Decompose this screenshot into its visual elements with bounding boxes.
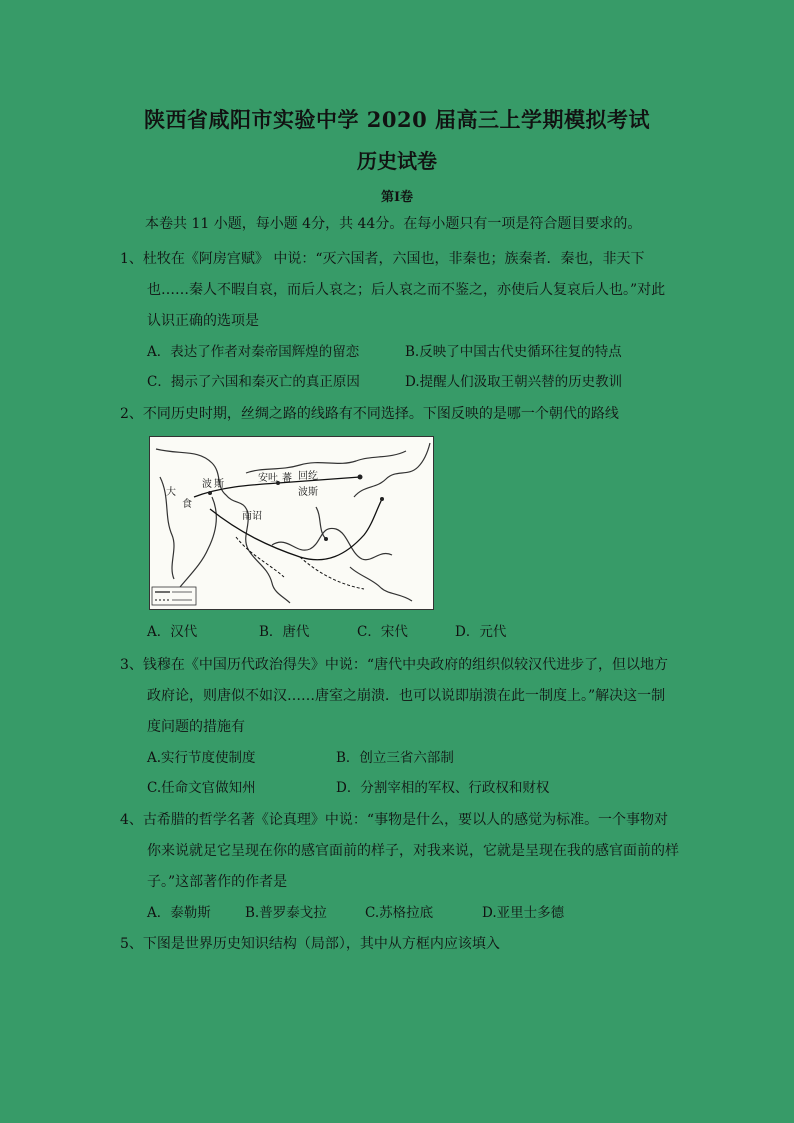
instructions: 本卷共 11 小题，每小题 4分，共 44分。在每小题只有一项是符合题目要求的。 xyxy=(145,216,642,232)
q3-line-2: 政府论，则唐似不如汉……唐室之崩溃．也可以说即崩溃在此一制度上。”解决这一制 xyxy=(147,688,666,704)
map-label-si: 斯 xyxy=(214,479,224,490)
q4-option-c: C.苏格拉底 xyxy=(365,905,434,921)
map-label-bo: 波 xyxy=(202,479,212,490)
silk-road-map xyxy=(149,436,434,610)
exam-title: 陕西省咸阳市实验中学 2020 届高三上学期模拟考试 xyxy=(143,107,651,132)
map-label-tu: 吐 xyxy=(268,473,278,484)
map-label-bosi: 波斯 xyxy=(298,487,318,498)
q2-option-b: B．唐代 xyxy=(259,624,310,640)
q3-option-d: D．分割宰相的军权、行政权和财权 xyxy=(336,780,550,796)
q3-line-3: 度问题的措施有 xyxy=(147,719,245,735)
map-legend xyxy=(152,587,196,605)
q1-option-b: B.反映了中国古代史循环往复的特点 xyxy=(405,344,622,360)
map-label-fan: 蕃 xyxy=(282,473,292,484)
q1-line-3: 认识正确的选项是 xyxy=(147,313,259,329)
map-label-huihe: 回纥 xyxy=(298,471,318,482)
q4-option-a: A．泰勒斯 xyxy=(147,905,211,921)
q2-option-a: A．汉代 xyxy=(147,624,198,640)
map-drawing xyxy=(150,437,433,609)
map-label-nanzhao: 南诏 xyxy=(242,511,262,522)
map-label-da: 大 xyxy=(166,487,176,498)
q4-line-1: 4、古希腊的哲学名著《论真理》中说：“事物是什么，要以人的感觉为标准。一个事物对 xyxy=(120,812,669,828)
q2-option-d: D．元代 xyxy=(455,624,507,640)
q4-line-2: 你来说就足它呈现在你的感官面前的样子，对我来说，它就是呈现在我的感官面前的样 xyxy=(147,843,679,859)
map-label-an: 安 xyxy=(258,473,268,484)
q1-option-d: D.提醒人们汲取王朝兴替的历史教训 xyxy=(405,374,623,390)
map-label-shi: 食 xyxy=(182,499,192,510)
q3-option-b: B．创立三省六部制 xyxy=(336,750,454,766)
q2-line-1: 2、不同历史时期，丝绸之路的线路有不同选择。下图反映的是哪一个朝代的路线 xyxy=(120,406,619,422)
q5-line-1: 5、下图是世界历史知识结构（局部），其中从方框内应该填入 xyxy=(120,936,500,952)
section-heading: 第Ⅰ卷 xyxy=(380,190,414,205)
q4-option-d: D.亚里士多德 xyxy=(482,905,565,921)
exam-subtitle: 历史试卷 xyxy=(357,149,437,173)
q3-option-a: A.实行节度使制度 xyxy=(147,750,256,766)
q3-option-c: C.任命文官做知州 xyxy=(147,780,256,796)
q1-option-c: C．揭示了六国和秦灭亡的真正原因 xyxy=(147,374,360,390)
q1-option-a: A．表达了作者对秦帝国辉煌的留恋 xyxy=(147,344,360,360)
q2-option-c: C．宋代 xyxy=(357,624,408,640)
q1-line-2: 也……秦人不暇自哀，而后人哀之；后人哀之而不鉴之，亦使后人复哀后人也。”对此 xyxy=(147,282,666,298)
q4-option-b: B.普罗泰戈拉 xyxy=(245,905,327,921)
q3-line-1: 3、钱穆在《中国历代政治得失》中说：“唐代中央政府的组织似较汉代进步了，但以地方 xyxy=(120,657,669,673)
q1-line-1: 1、杜牧在《阿房宫赋》 中说：“灭六国者，六国也，非秦也；族秦者．秦也，非天下 xyxy=(120,251,645,267)
q4-line-3: 子。”这部著作的作者是 xyxy=(147,874,288,890)
